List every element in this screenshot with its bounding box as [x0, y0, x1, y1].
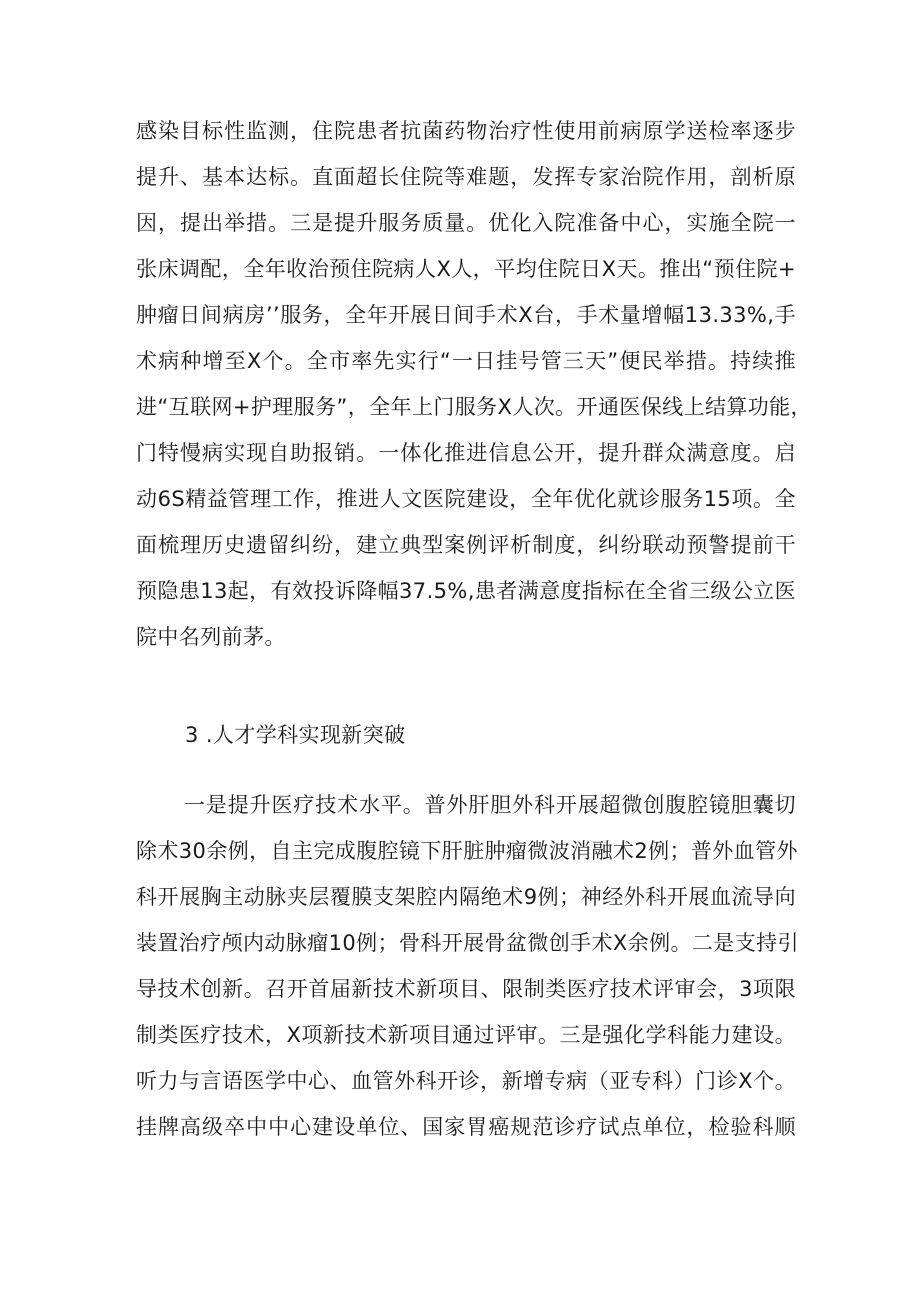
paragraph-line: 术病种增至X个。全市率先实行“一日挂号管三天”便民举措。持续推	[136, 349, 796, 373]
section-heading: 3 .人才学科实现新突破	[185, 723, 406, 747]
paragraph-line: 除术30余例，自主完成腹腔镜下肝脏肿瘤微波消融术2例；普外血管外	[136, 839, 798, 863]
paragraph-line: 因，提出举措。三是提升服务质量。优化入院准备中心，实施全院一	[136, 211, 796, 235]
paragraph-line: 提升、基本达标。直面超长住院等难题，发挥专家治院作用，剖析原	[136, 165, 796, 189]
paragraph-line: 导技术创新。召开首届新技术新项目、限制类医疗技术评审会，3项限	[136, 977, 796, 1001]
paragraph-service-quality	[136, 108, 812, 660]
paragraph-line: 感染目标性监测，住院患者抗菌药物治疗性使用前病原学送检率逐步	[136, 119, 796, 143]
paragraph-line: 门特慢病实现自助报销。一体化推进信息公开，提升群众满意度。启	[136, 441, 796, 465]
paragraph-line: 听力与言语医学中心、血管外科开诊，新增专病（亚专科）门诊X个。	[136, 1069, 796, 1093]
paragraph-line: 科开展胸主动脉夹层覆膜支架腔内隔绝术9例；神经外科开展血流导向	[136, 885, 796, 909]
paragraph-line: 进“互联网+护理服务”，全年上门服务X人次。开通医保线上结算功能，	[136, 395, 812, 419]
paragraph-line: 预隐患13起，有效投诉降幅37.5%,患者满意度指标在全省三级公立医	[136, 579, 796, 603]
paragraph-line: 肿瘤日间病房’’服务，全年开展日间手术X台，手术量增幅13.33%,手	[136, 303, 796, 327]
paragraph-line: 一是提升医疗技术水平。普外肝胆外科开展超微创腹腔镜胆囊切	[184, 793, 796, 817]
paragraph-line: 装置治疗颅内动脉瘤10例；骨科开展骨盆微创手术X余例。二是支持引	[136, 931, 799, 955]
paragraph-talent-discipline	[136, 782, 799, 1150]
paragraph-line: 制类医疗技术，X项新技术新项目通过评审。三是强化学科能力建设。	[136, 1023, 796, 1047]
paragraph-line: 挂牌高级卒中中心建设单位、国家胃癌规范诊疗试点单位，检验科顺	[136, 1115, 796, 1139]
paragraph-line: 动6S精益管理工作，推进人文医院建设，全年优化就诊服务15项。全	[136, 487, 796, 511]
paragraph-line: 张床调配，全年收治预住院病人X人，平均住院日X天。推出“预住院+	[136, 257, 796, 281]
paragraph-line: 面梳理历史遗留纠纷，建立典型案例评析制度，纠纷联动预警提前干	[136, 533, 796, 557]
paragraph-line: 院中名列前茅。	[136, 625, 286, 649]
